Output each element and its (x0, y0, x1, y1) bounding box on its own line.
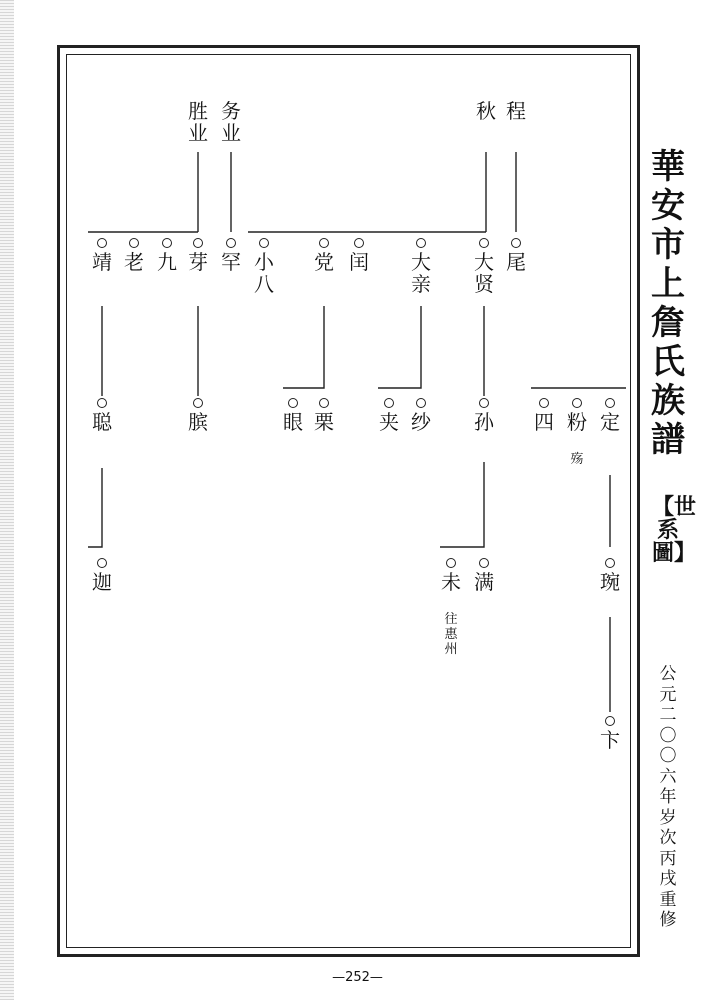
person-yan: 眼 (280, 398, 306, 433)
person-jia2: 迦 (89, 558, 115, 593)
line-daqin (378, 306, 421, 388)
person-ya: 芽 (185, 238, 211, 273)
person-sun: 孙 (471, 398, 497, 433)
person-bian: 卞 (597, 716, 623, 751)
person-xiaoba: 小八 (251, 238, 277, 295)
section-label: 【世系圖】 (652, 494, 697, 566)
person-wei: 尾 (503, 238, 529, 273)
line-dang (283, 306, 324, 388)
line-cong (88, 468, 102, 547)
ancestor-cheng: 程 (506, 99, 526, 123)
ancestor-wuye: 务业 (221, 99, 241, 145)
edition-note: 公元二〇〇六年岁次丙戌重修 (659, 664, 677, 930)
note-huizhou: 往惠州 (444, 612, 458, 657)
person-daxian: 大贤 (471, 238, 497, 295)
note-died-young: 殇 (570, 452, 584, 467)
book-title: 華安市上詹氏族譜 (651, 147, 685, 460)
ancestor-shengye: 胜业 (188, 99, 208, 145)
person-jia: 夹 (376, 398, 402, 433)
person-jing: 靖 (89, 238, 115, 273)
person-han: 罕 (218, 238, 244, 273)
person-dang: 党 (311, 238, 337, 273)
person-wei2: 未 (438, 558, 464, 593)
person-run: 闰 (346, 238, 372, 273)
line-sun (440, 462, 484, 547)
person-cong: 聪 (89, 398, 115, 433)
person-si: 四 (531, 398, 557, 433)
person-fen: 粉 (564, 398, 590, 433)
ancestor-qiu: 秋 (476, 99, 496, 123)
page-number: —252— (332, 970, 383, 985)
person-lao: 老 (121, 238, 147, 273)
person-daqin: 大亲 (408, 238, 434, 295)
person-li: 栗 (311, 398, 337, 433)
person-jiu: 九 (154, 238, 180, 273)
person-sha: 纱 (408, 398, 434, 433)
person-bin: 膑 (185, 398, 211, 433)
person-ding: 定 (597, 398, 623, 433)
person-man: 满 (471, 558, 497, 593)
person-wan: 琬 (597, 558, 623, 593)
